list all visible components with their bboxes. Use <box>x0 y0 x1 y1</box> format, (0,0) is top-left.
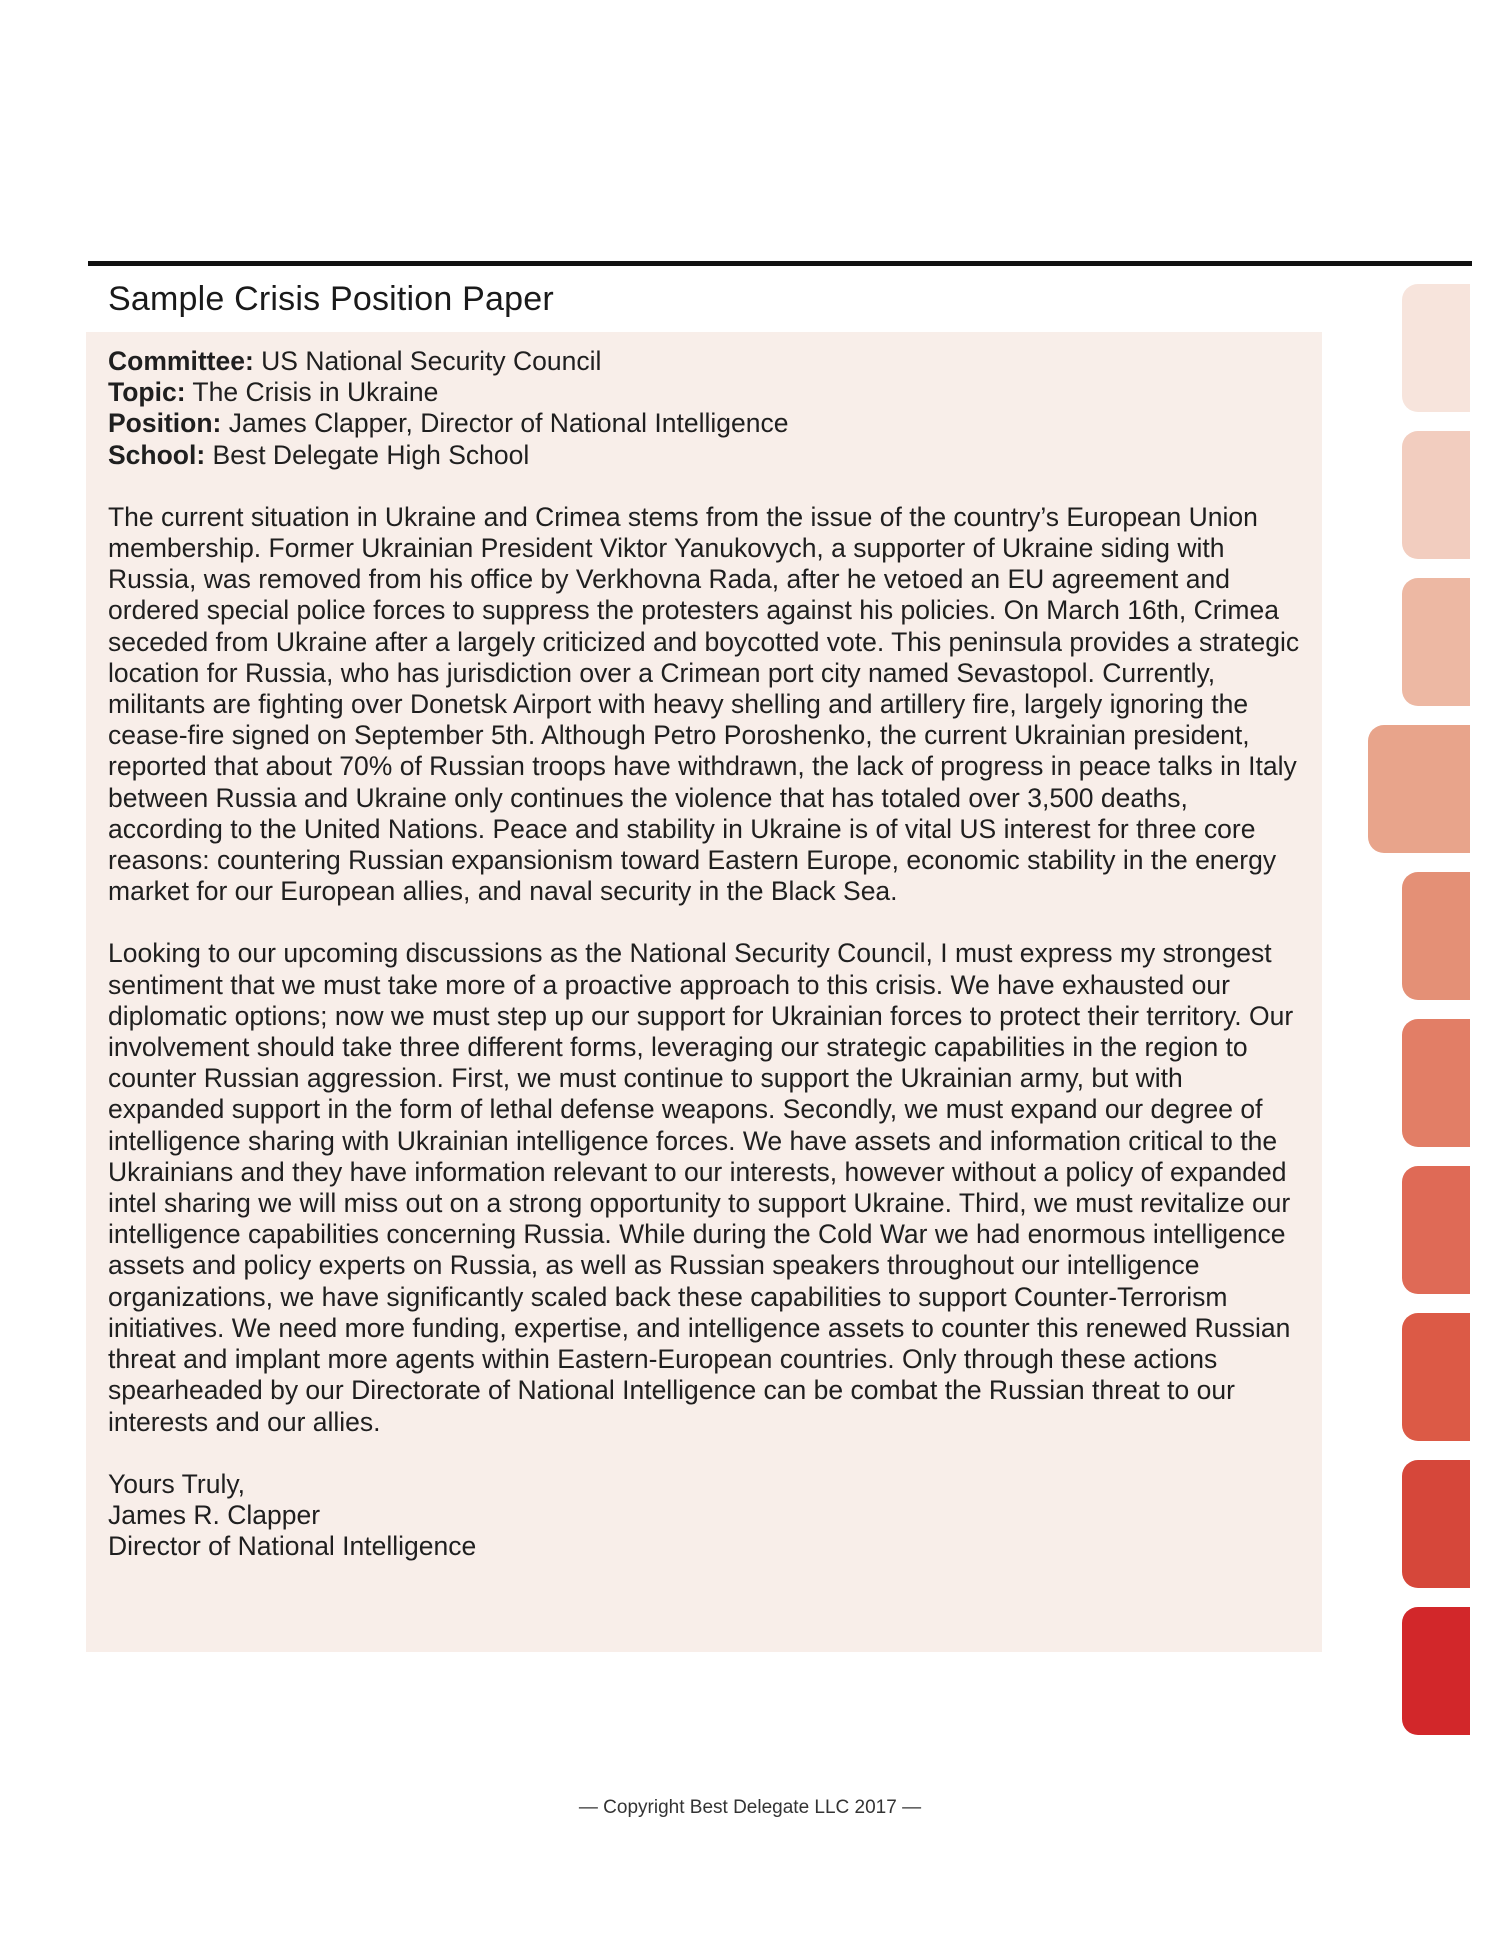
position-paper-box <box>86 332 1322 1652</box>
copyright-footer: — Copyright Best Delegate LLC 2017 — <box>578 1797 922 1818</box>
body-paragraph-2: Looking to our upcoming discussions as the National Security Council, I must express my strongest sentiment that we must take more of a proactive approach to this crisis. We have exhausted our diplomatic options; now we must step up our support for Ukrainian forces to protect their territory. Our involvement should take three different forms, leveraging our strategic capabilities in the region to counter Russian aggression. First, we must continue to support the Ukrainian army, but with expanded support in the form of lethal defense weapons. Secondly, we must expand our degree of intelligence sharing with Ukrainian intelligence forces. We have assets and information critical to the Ukrainians and they have information relevant to our interests, however without a policy of expanded intel sharing we will miss out on a strong opportunity to support Ukraine. Third, we must revitalize our intelligence capabilities concerning Russia. While during the Cold War we had enormous intelligence assets and policy experts on Russia, as well as Russian speakers throughout our intelligence organizations, we have significantly scaled back these capabilities to support Counter-Terrorism initiatives. We need more funding, expertise, and intelligence assets to counter this renewed Russian threat and implant more agents within Eastern-European countries. Only through these actions spearheaded by our Directorate of National Intelligence can be combat the Russian threat to our interests and our allies. <box>108 938 1294 1437</box>
topic-line <box>108 377 1304 408</box>
closing-block <box>108 1469 1304 1563</box>
topic-value: The Crisis in Ukraine <box>192 377 439 408</box>
position-label: Position: <box>108 408 222 439</box>
section-tab-5 <box>1402 872 1470 1000</box>
section-tab-6 <box>1402 1019 1470 1147</box>
school-label: School: <box>108 439 206 470</box>
position-value: James Clapper, Director of National Intelligence <box>228 408 789 439</box>
section-tab-1 <box>1402 284 1470 412</box>
section-tab-3 <box>1402 578 1470 706</box>
section-tab-8 <box>1402 1313 1470 1441</box>
topic-label: Topic: <box>108 377 186 408</box>
committee-value: US National Security Council <box>261 346 602 376</box>
section-tab-2 <box>1402 431 1470 559</box>
closing-title: Director of National Intelligence <box>108 1531 477 1562</box>
section-tabs <box>1360 0 1470 1941</box>
school-value: Best Delegate High School <box>212 439 530 470</box>
closing-salutation: Yours Truly, <box>108 1468 245 1499</box>
section-tab-9 <box>1402 1460 1470 1588</box>
section-tab-7 <box>1402 1166 1470 1294</box>
body-paragraph-1: The current situation in Ukraine and Crimea stems from the issue of the country’s European Union membership. Former Ukrainian President Viktor Yanukovych, a supporter of Ukraine siding with Russia, was removed from his office by Verkhovna Rada, after he vetoed an EU agreement and ordered special police forces to suppress the protesters against his policies. On March 16th, Crimea seceded from Ukraine after a largely criticized and boycotted vote. This peninsula provides a strategic location for Russia, who has jurisdiction over a Crimean port city named Sevastopol. Currently, militants are fighting over Donetsk Airport with heavy shelling and artillery fire, largely ignoring the cease-fire signed on September 5th. Although Petro Poroshenko, the current Ukrainian president, reported that about 70% of Russian troops have withdrawn, the lack of progress in peace talks in Italy between Russia and Ukraine only continues the violence that has totaled over 3,500 deaths, according to the United Nations. Peace and stability in Ukraine is of vital US interest for three core reasons: countering Russian expansionism toward Eastern Europe, economic stability in the energy market for our European allies, and naval security in the Black Sea. <box>108 501 1300 907</box>
school-line <box>108 440 1304 471</box>
position-line <box>108 408 1304 439</box>
section-tab-4 <box>1368 725 1470 853</box>
body-text <box>108 502 1304 1438</box>
committee-line <box>108 346 1304 377</box>
section-tab-10 <box>1402 1607 1470 1735</box>
title-rule <box>88 261 1472 266</box>
closing-name: James R. Clapper <box>108 1499 321 1530</box>
meta-block <box>108 346 1304 471</box>
committee-label: Committee: <box>108 346 254 376</box>
page-title: Sample Crisis Position Paper <box>108 280 554 318</box>
